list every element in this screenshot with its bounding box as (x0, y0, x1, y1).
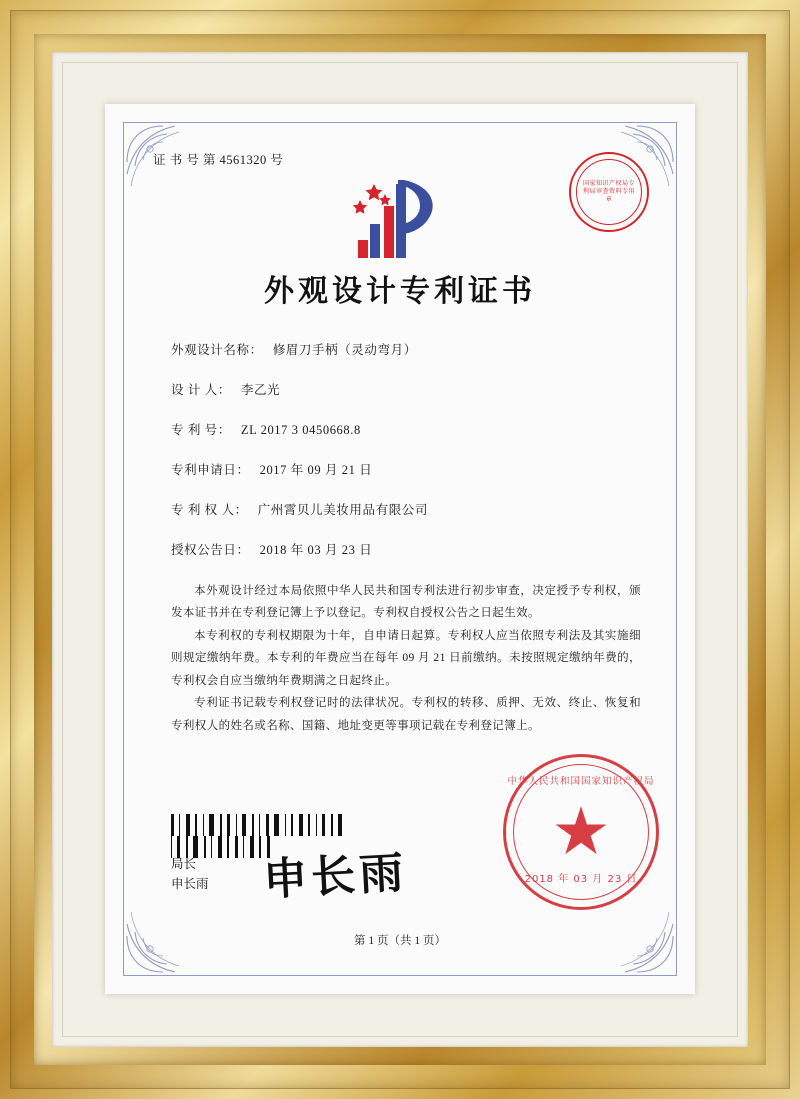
field-value: 广州霄贝儿美妆用品有限公司 (257, 503, 428, 517)
field-patentee (171, 500, 647, 518)
field-value: 李乙光 (240, 383, 281, 397)
field-design-name (171, 340, 647, 358)
director-label: 局长 (171, 857, 197, 872)
field-value: 修眉刀手柄（灵动弯月） (272, 343, 417, 357)
legal-paragraph-2: 本专利权的专利权期限为十年，自申请日起算。专利权人应当依照专利法及其实施细则规定缴纳年费。本专利的年费应当在每年 09 月 21 日前缴纳。未按照规定缴纳年费的，专利权会自应当缴纳年费期满之日起终止。 (171, 629, 641, 687)
seal-date: 2018 年 03 月 23 日 (524, 874, 638, 885)
field-label: 外观设计名称： (171, 343, 263, 357)
national-emblem-icon (554, 802, 608, 856)
field-patent-number (171, 420, 647, 438)
page-title: 外观设计专利证书 (264, 274, 536, 309)
field-designer (171, 380, 647, 398)
barcode (171, 814, 347, 836)
director-name: 申长雨 (171, 876, 209, 891)
field-value: 2017 年 09 月 21 日 (259, 463, 373, 477)
legal-paragraph-3: 专利证书记载专利权登记时的法律状况。专利权的转移、质押、无效、终止、恢复和专利权人的姓名或名称、国籍、地址变更等事项记载在专利登记簿上。 (171, 697, 641, 732)
director-block (171, 855, 209, 894)
field-label: 专 利 权 人： (171, 503, 248, 517)
seal-top-stamp (569, 152, 649, 232)
field-grant-date (171, 540, 647, 558)
handwritten-signature: 申长雨 (261, 847, 409, 906)
legal-paragraph-1: 本外观设计经过本局依照中华人民共和国专利法进行初步审查，决定授予专利权，颁发本证书并在专利登记簿上予以登记。专利权自授权公告之日起生效。 (171, 585, 641, 620)
official-seal (503, 754, 659, 910)
field-label: 专利申请日： (171, 463, 250, 477)
seal-top-text: 国家知识产权局专利局审查资料专用章 (582, 180, 635, 203)
cnipa-logo-icon (340, 172, 460, 264)
field-label: 设 计 人： (171, 383, 231, 397)
field-label: 授权公告日： (171, 543, 250, 557)
page-number: 第 1 页（共 1 页） (354, 935, 446, 947)
certificate-number: 证 书 号 第 4561320 号 (153, 153, 284, 167)
field-label: 专 利 号： (171, 423, 231, 437)
field-value: 2018 年 03 月 23 日 (259, 543, 373, 557)
field-value: ZL 2017 3 0450668.8 (240, 423, 361, 437)
seal-text: 中华人民共和国国家知识产权局 (507, 776, 655, 787)
field-application-date (171, 460, 647, 478)
patent-certificate (105, 104, 695, 994)
